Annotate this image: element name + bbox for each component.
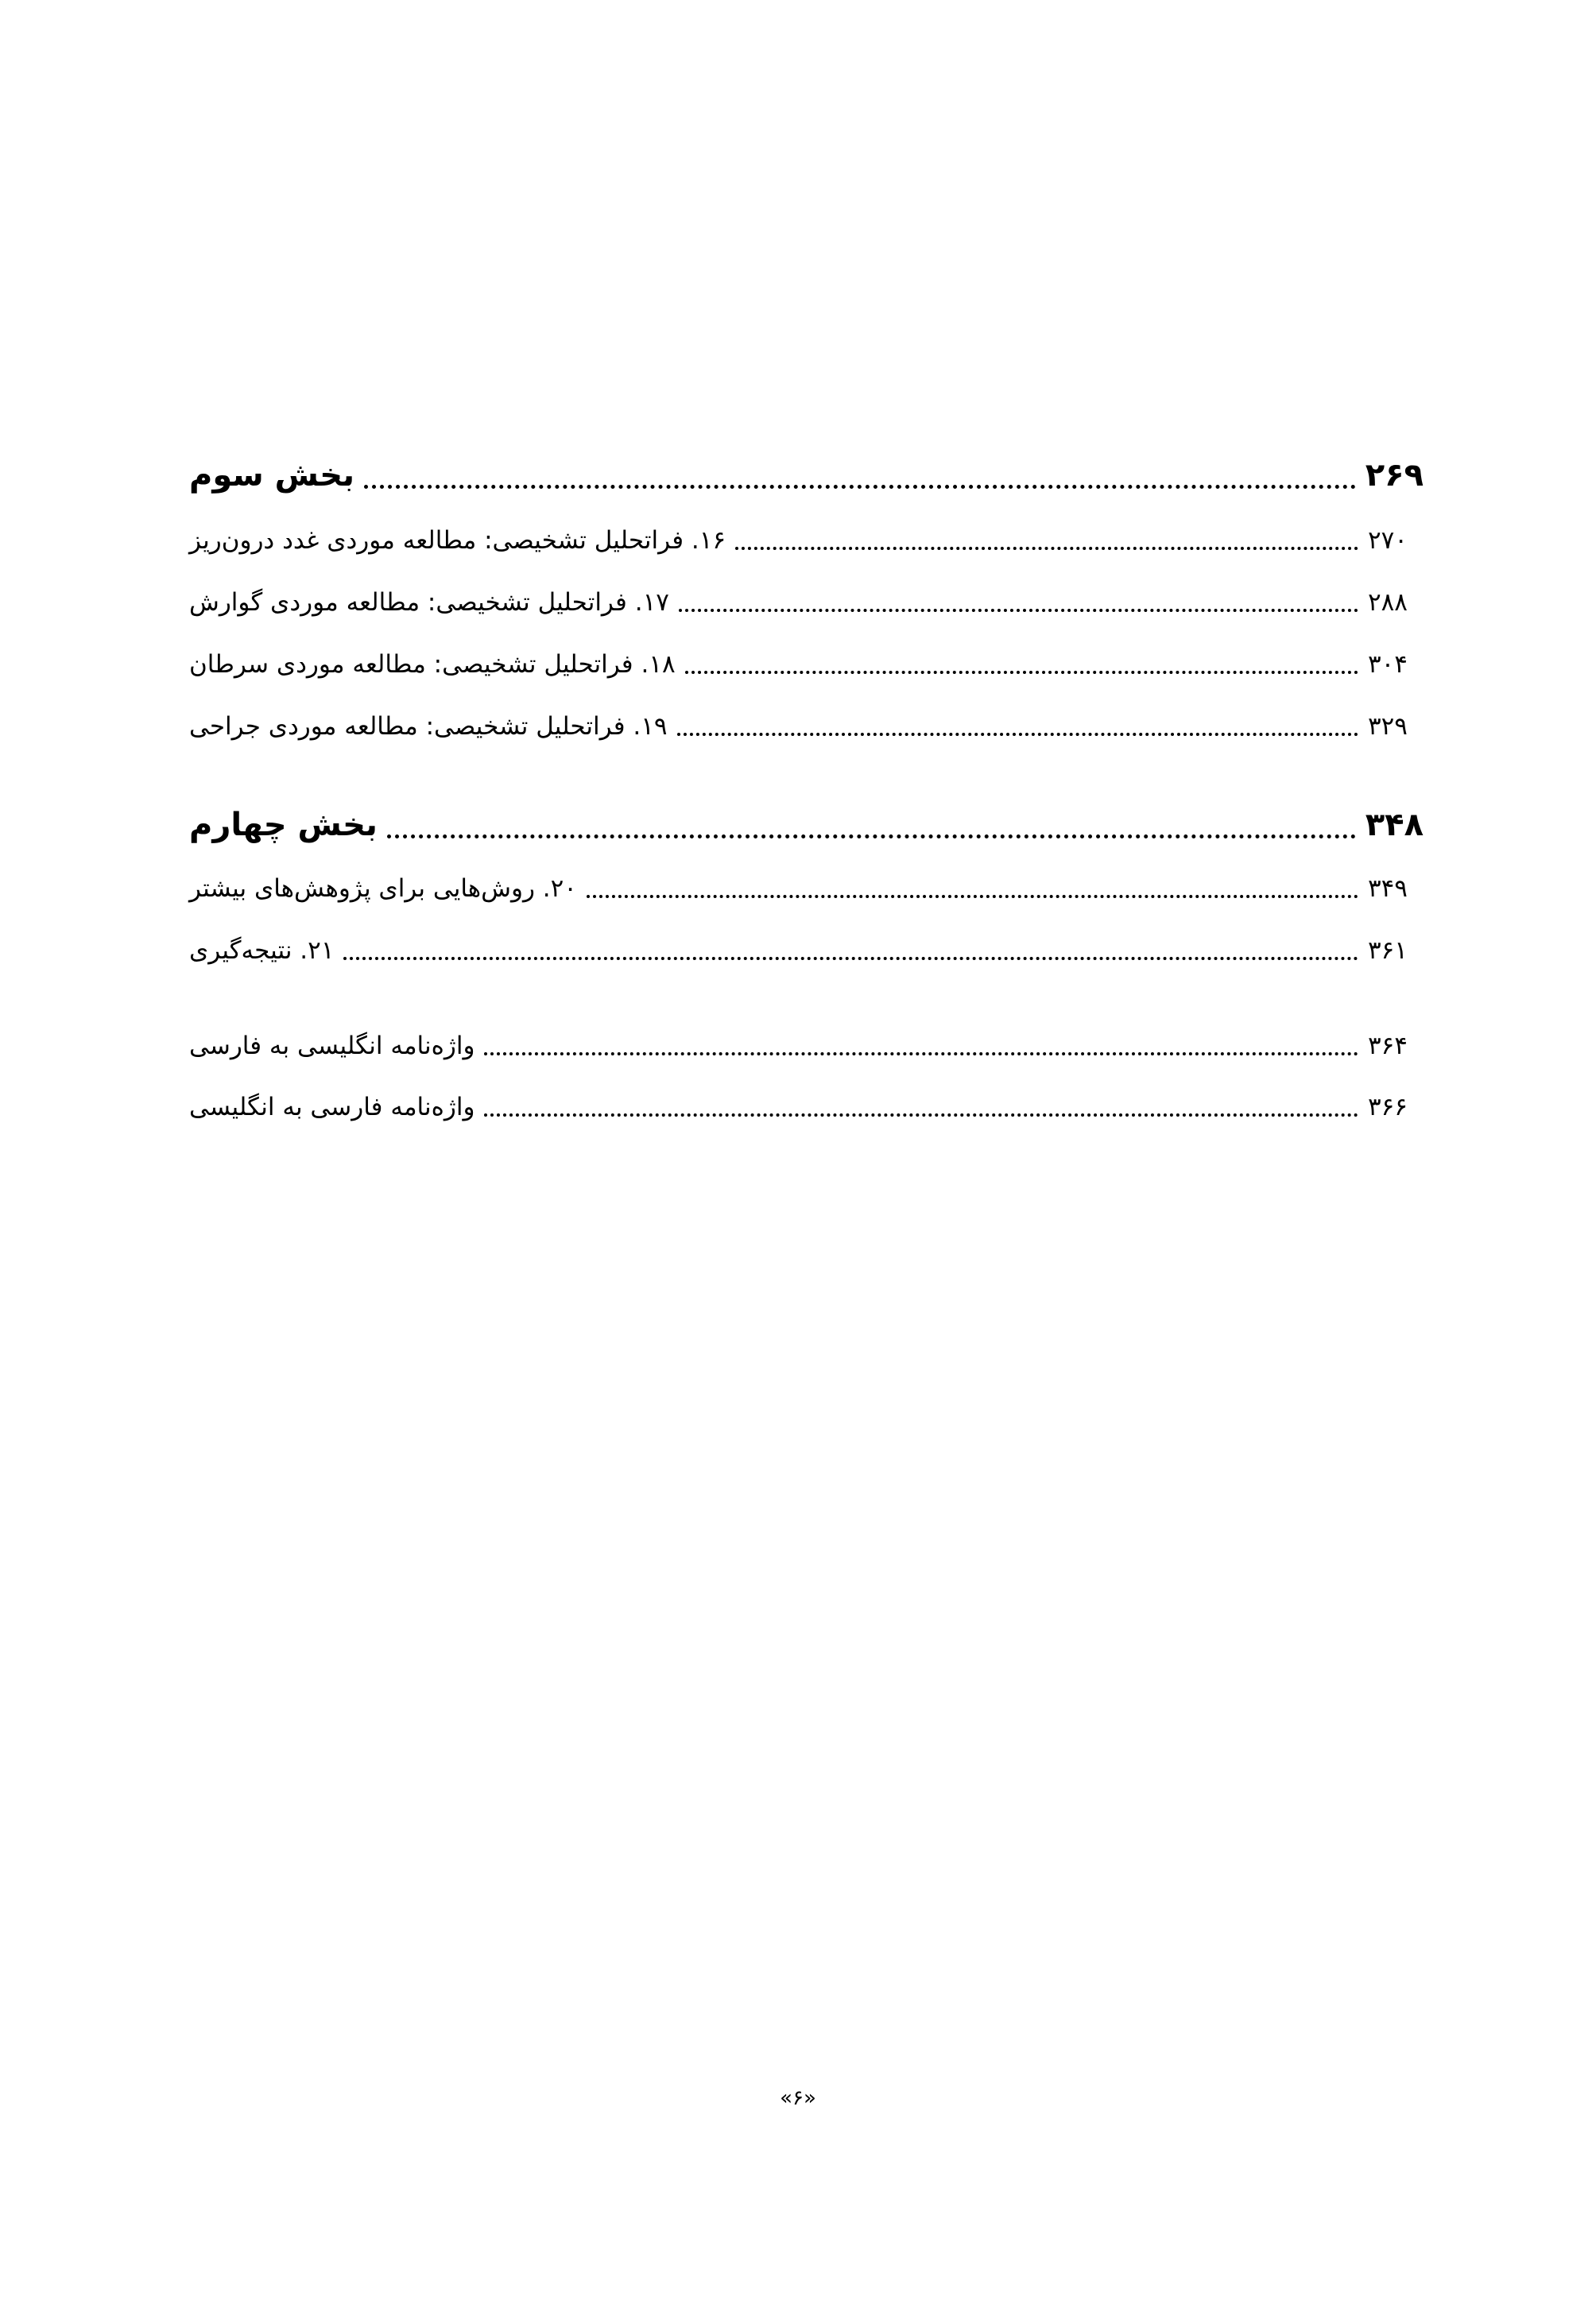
toc-chapter-title: ۱۸. فراتحلیل تشخیصی: مطالعه موردی سرطان — [189, 650, 676, 679]
toc-chapter-title: واژه‌نامه انگلیسی به فارسی — [189, 1032, 475, 1060]
dot-leader — [587, 895, 1358, 898]
toc-page-number: ۳۴۸ — [1365, 807, 1424, 843]
toc-chapter-title: ۱۷. فراتحلیل تشخیصی: مطالعه موردی گوارش — [189, 588, 669, 617]
dot-leader — [677, 733, 1358, 736]
toc-page-number: ۳۶۴ — [1368, 1032, 1408, 1060]
toc-chapter-title: ۲۰. روش‌هایی برای پژوهش‌های بیشتر — [189, 874, 577, 903]
dot-leader — [343, 957, 1358, 960]
table-of-contents — [189, 0, 1424, 1192]
dot-leader — [735, 547, 1358, 550]
toc-page-number: ۳۰۴ — [1368, 650, 1408, 679]
dot-leader — [387, 834, 1356, 838]
toc-chapter-title: ۱۶. فراتحلیل تشخیصی: مطالعه موردی غدد درون‌ریز — [189, 526, 726, 555]
toc-chapter-20 — [189, 874, 1424, 903]
toc-page-number: ۳۶۱ — [1368, 936, 1408, 965]
dot-leader — [484, 1113, 1358, 1117]
dot-leader — [364, 485, 1356, 489]
toc-part-3 — [189, 457, 1424, 494]
toc-page-number: ۳۶۶ — [1368, 1093, 1408, 1121]
page-footer-number: «۶» — [780, 2086, 816, 2110]
toc-part-title: بخش سوم — [189, 457, 355, 494]
toc-page-number: ۲۸۸ — [1368, 588, 1408, 617]
toc-glossary-en-fa — [189, 1032, 1424, 1060]
dot-leader — [685, 671, 1358, 674]
toc-page-number: ۲۷۰ — [1368, 526, 1408, 555]
toc-chapter-title: ۱۹. فراتحلیل تشخیصی: مطالعه موردی جراحی — [189, 712, 668, 741]
toc-chapter-title: ۲۱. نتیجه‌گیری — [189, 936, 335, 965]
toc-page-number: ۳۲۹ — [1368, 712, 1408, 741]
dot-leader — [679, 609, 1358, 612]
toc-chapter-21 — [189, 936, 1424, 965]
toc-chapter-16 — [189, 526, 1424, 555]
toc-glossary-fa-en — [189, 1093, 1424, 1121]
toc-chapter-17 — [189, 588, 1424, 617]
toc-chapter-title: واژه‌نامه فارسی به انگلیسی — [189, 1093, 475, 1121]
toc-chapter-18 — [189, 650, 1424, 679]
toc-part-4 — [189, 807, 1424, 843]
toc-chapter-19 — [189, 712, 1424, 741]
toc-part-title: بخش چهارم — [189, 807, 378, 843]
dot-leader — [484, 1052, 1358, 1055]
toc-page-number: ۲۶۹ — [1365, 457, 1424, 494]
toc-page-number: ۳۴۹ — [1368, 874, 1408, 903]
